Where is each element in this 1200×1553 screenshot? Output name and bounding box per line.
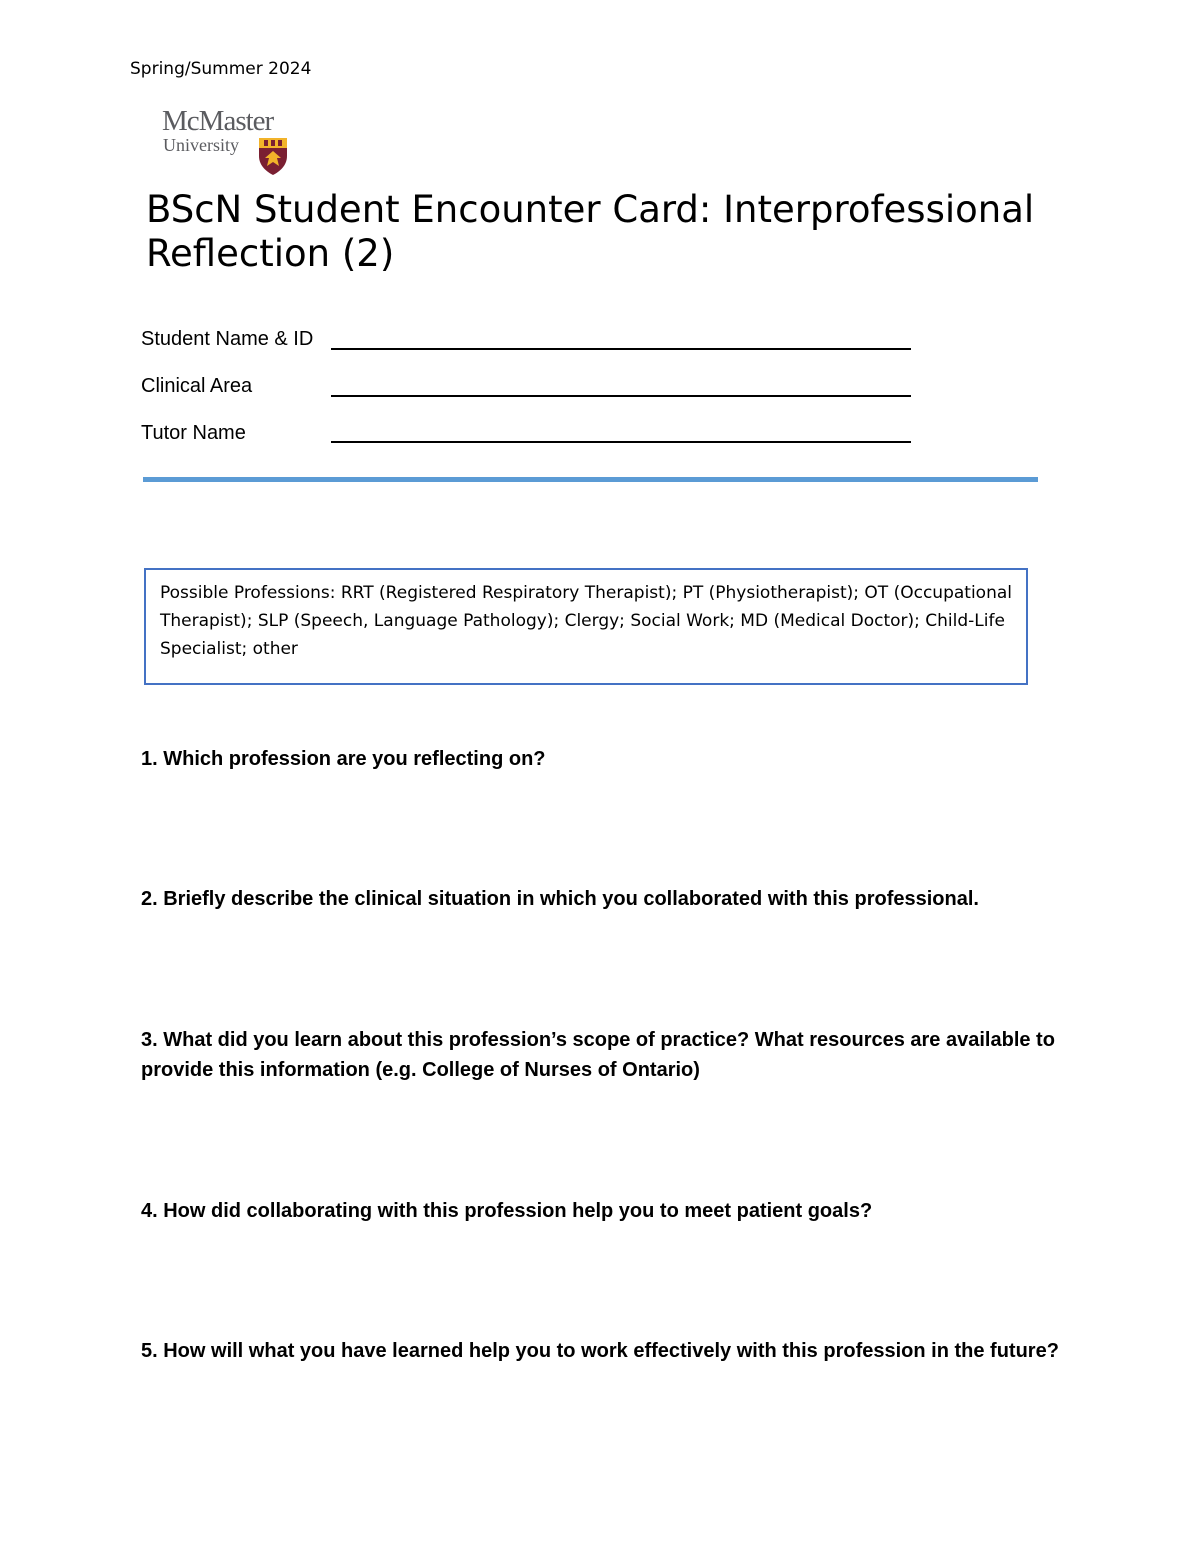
question-4: 4. How did collaborating with this profession help you to meet patient goals?	[141, 1200, 873, 1222]
student-name-label: Student Name & ID	[141, 328, 314, 350]
mcmaster-logo	[160, 106, 300, 180]
page-title: BScN Student Encounter Card: Interprofessional Reflection (2)	[146, 188, 1035, 275]
possible-professions-box	[144, 568, 1028, 685]
tutor-name-field[interactable]	[331, 441, 911, 443]
section-divider	[143, 477, 1038, 482]
clinical-area-label: Clinical Area	[141, 375, 253, 397]
question-5: 5. How will what you have learned help you to work effectively with this profession in the future?	[141, 1340, 1059, 1362]
header-term: Spring/Summer 2024	[130, 59, 312, 79]
possible-professions-text: Possible Professions: RRT (Registered Respiratory Therapist); PT (Physiotherapist); OT (Occupational Therapist); SLP (Speech, Language Pathology); Clergy; Social Work; MD (Medical Doctor); Child-Life Specialist; other	[160, 583, 1012, 659]
clinical-area-field[interactable]	[331, 395, 911, 397]
question-2: 2. Briefly describe the clinical situation in which you collaborated with this professional.	[141, 888, 979, 910]
question-3: 3. What did you learn about this profession’s scope of practice? What resources are available to provide this information (e.g. College of Nurses of Ontario)	[141, 1029, 1055, 1081]
mcmaster-crest-icon	[257, 136, 289, 176]
question-1: 1. Which profession are you reflecting on?	[141, 748, 546, 770]
logo-name-line1: McMaster	[162, 105, 274, 137]
student-name-field[interactable]	[331, 348, 911, 350]
logo-name-line2: University	[163, 135, 239, 155]
tutor-name-label: Tutor Name	[141, 422, 246, 444]
